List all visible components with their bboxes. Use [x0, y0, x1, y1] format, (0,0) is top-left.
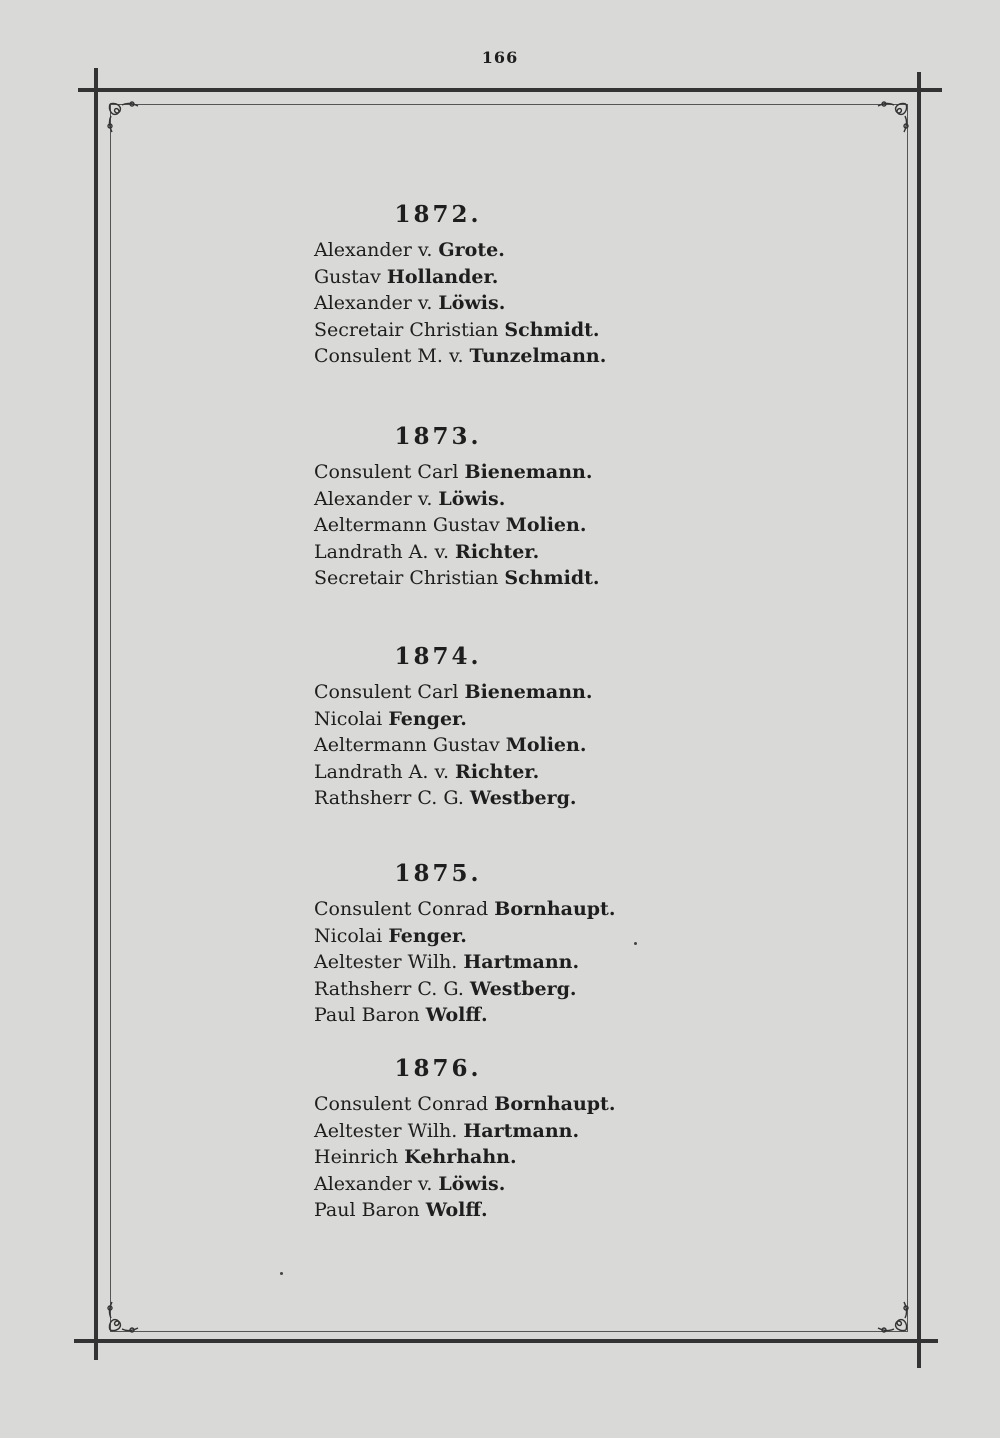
member-entry: Secretair Christian Schmidt.: [314, 318, 600, 341]
member-entry: Landrath A. v. Richter.: [314, 540, 540, 563]
member-entry: Secretair Christian Schmidt.: [314, 567, 600, 589]
ink-speck: [634, 942, 637, 945]
corner-ornament-icon: [872, 1296, 912, 1336]
corner-ornament-icon: [104, 1296, 144, 1336]
member-entry: Consulent M. v. Tunzelmann.: [314, 345, 607, 367]
member-entry: Consulent Conrad Bornhaupt.: [314, 898, 616, 920]
member-entry: Nicolai Fenger.: [314, 707, 467, 730]
member-entry: Aeltermann Gustav Molien.: [314, 514, 587, 536]
member-entry: Alexander v. Grote.: [314, 239, 505, 261]
member-entry: Heinrich Kehrhahn.: [314, 1146, 517, 1168]
year-heading: 1875.: [394, 860, 482, 887]
member-entry: Rathsherr C. G. Westberg.: [314, 787, 577, 809]
member-entry: Gustav Hollander.: [314, 265, 499, 288]
member-entry: Aeltester Wilh. Hartmann.: [314, 951, 580, 973]
member-entry: Paul Baron Wolff.: [314, 1199, 488, 1221]
corner-ornament-icon: [872, 98, 912, 138]
year-section-1875: [314, 860, 754, 1029]
year-heading: 1873.: [394, 423, 482, 450]
ink-speck: [280, 1272, 283, 1275]
year-heading: 1876.: [394, 1055, 482, 1082]
year-section-1876: [314, 1055, 754, 1224]
frame-rule-left: [94, 68, 98, 1360]
frame-rule-top: [78, 88, 942, 92]
member-entry: Alexander v. Löwis.: [314, 487, 506, 510]
page-number: 166: [481, 48, 519, 67]
member-entry: Alexander v. Löwis.: [314, 292, 506, 314]
year-section-1874: [314, 643, 754, 812]
member-entry: Consulent Carl Bienemann.: [314, 461, 593, 483]
year-section-1873: [314, 423, 754, 592]
member-entry: Aeltester Wilh. Hartmann.: [314, 1119, 580, 1142]
frame-rule-bottom: [74, 1339, 938, 1343]
year-heading: 1872.: [394, 201, 482, 228]
member-entry: Paul Baron Wolff.: [314, 1004, 488, 1026]
member-entry: Consulent Carl Bienemann.: [314, 681, 593, 703]
member-entry: Alexander v. Löwis.: [314, 1172, 506, 1195]
member-entry: Rathsherr C. G. Westberg.: [314, 977, 577, 1000]
member-entry: Aeltermann Gustav Molien.: [314, 734, 587, 756]
year-heading: 1874.: [394, 643, 482, 670]
frame-rule-right: [917, 72, 921, 1368]
year-section-1872: [314, 201, 754, 370]
member-entry: Nicolai Fenger.: [314, 924, 467, 947]
member-entry: Landrath A. v. Richter.: [314, 760, 540, 783]
corner-ornament-icon: [104, 98, 144, 138]
member-entry: Consulent Conrad Bornhaupt.: [314, 1093, 616, 1115]
